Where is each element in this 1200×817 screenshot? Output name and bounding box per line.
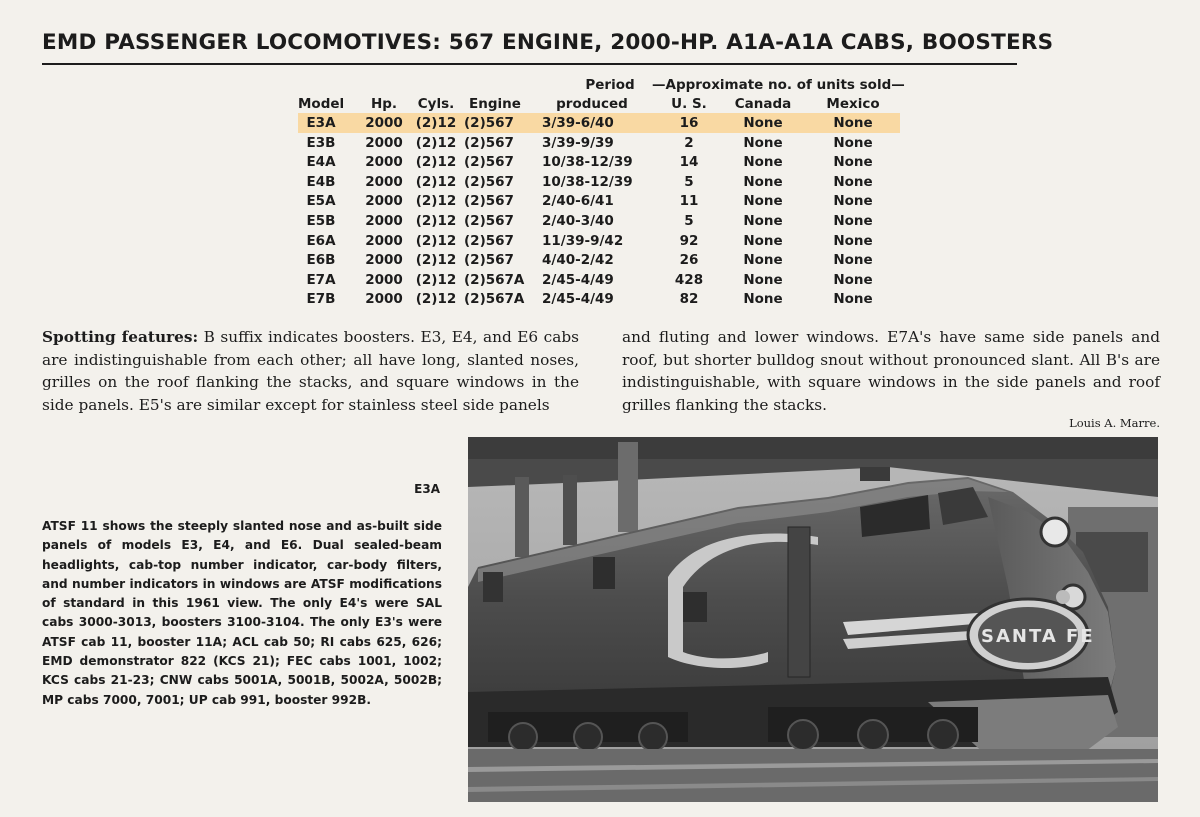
cell-us: 11 [679,193,699,210]
cell-hp: 2000 [365,252,403,269]
table-row [298,211,900,231]
cell-engine: (2)567 [464,252,514,269]
locomotive-table [298,113,900,309]
col-header-mexico: Mexico [826,96,880,112]
page-title: EMD PASSENGER LOCOMOTIVES: 567 ENGINE, 2000-HP. A1A-A1A CABS, BOOSTERS [42,30,1054,55]
cell-engine: (2)567A [464,291,525,308]
cell-us: 14 [679,154,699,171]
cell-model: E5B [306,212,336,229]
cell-canada: None [743,271,783,288]
units-sold-group-header: —Approximate no. of units sold— [652,77,905,93]
col-header-period-line2: produced [556,96,628,112]
cell-period: 3/39-9/39 [542,134,614,151]
spotting-features-label: Spotting features: [42,328,199,346]
cell-canada: None [743,291,783,308]
cell-engine: (2)567A [464,271,525,288]
locomotive-photo [468,437,1158,802]
cell-canada: None [743,134,783,151]
cell-engine: (2)567 [464,154,514,171]
cell-model: E4A [306,154,336,171]
cell-hp: 2000 [365,271,403,288]
cell-hp: 2000 [365,173,403,190]
cell-engine: (2)567 [464,134,514,151]
cell-us: 2 [684,134,694,151]
cell-cyls: (2)12 [415,193,457,210]
col-header-hp: Hp. [370,96,398,112]
cell-hp: 2000 [365,115,403,131]
cell-us: 16 [679,115,699,131]
cell-us: 5 [684,173,694,190]
cell-period: 3/39-6/40 [542,115,614,131]
cell-us: 92 [679,232,699,249]
cell-model: E3B [306,134,336,151]
cell-us: 5 [684,212,694,229]
cell-cyls: (2)12 [415,173,457,190]
cell-period: 2/40-6/41 [542,193,614,210]
cell-engine: (2)567 [464,212,514,229]
cell-canada: None [743,173,783,190]
cell-hp: 2000 [365,134,403,151]
cell-model: E5A [306,193,336,210]
cell-cyls: (2)12 [415,291,457,308]
cell-canada: None [743,212,783,229]
cell-cyls: (2)12 [415,252,457,269]
table-row [298,152,900,172]
cell-model: E7A [306,271,336,288]
cell-hp: 2000 [365,212,403,229]
cell-hp: 2000 [365,232,403,249]
table-row [298,113,900,133]
cell-model: E6A [306,232,336,249]
photo-caption: ATSF 11 shows the steeply slanted nose and as-built side panels of models E3, E4, and E6. Dual sealed-beam headlights, cab-top number indicator, car-body filters, and number indicators in windows are ATSF modifications of standard in this 1961 view. The only E4's were SAL cabs 3000-3013, boosters 3100-3104. The only E3's were ATSF cab 11, booster 11A; ACL cab 50; RI cabs 625, 626; EMD demonstrator 822 (KCS 21); FEC cabs 1001, 1002; KCS cabs 21-23; CNW cabs 5001A, 5001B, 5002A, 5002B; MP cabs 7000, 7001; UP cab 991, booster 992B. [42,519,442,707]
cell-engine: (2)567 [464,193,514,210]
cell-engine: (2)567 [464,232,514,249]
nose-lettering: SANTA FE [981,626,1095,647]
cell-cyls: (2)12 [415,232,457,249]
col-header-period-line1: Period [585,77,635,93]
cell-model: E4B [306,173,336,190]
cell-model: E6B [306,252,336,269]
col-header-cyls: Cyls. [417,96,455,112]
spotting-features-right: and fluting and lower windows. E7A's have same side panels and roof, but shorter bulldog snout without pronounced slant. All B's are indistinguishable, with square windows in the side panels and roof grilles flanking the stacks. [622,328,1160,414]
photo-model-label: E3A [414,482,440,496]
cell-cyls: (2)12 [415,271,457,288]
cell-canada: None [743,232,783,249]
col-header-model: Model [298,96,345,112]
cell-mexico: None [833,212,873,229]
cell-period: 2/45-4/49 [542,271,614,288]
locomotive-illustration [468,437,1158,802]
cell-hp: 2000 [365,291,403,308]
cell-mexico: None [833,154,873,171]
cell-model: E7B [306,291,336,308]
table-row [298,270,900,290]
spotting-features-left [42,326,579,416]
table-row [298,250,900,270]
cell-engine: (2)567 [464,173,514,190]
col-header-engine: Engine [469,96,521,112]
cell-hp: 2000 [365,154,403,171]
cell-cyls: (2)12 [415,134,457,151]
table-row [298,231,900,251]
cell-period: 10/38-12/39 [542,154,633,171]
cell-mexico: None [833,193,873,210]
cell-us: 26 [679,252,699,269]
cell-period: 2/40-3/40 [542,212,614,229]
cell-period: 10/38-12/39 [542,173,633,190]
cell-period: 4/40-2/42 [542,252,614,269]
table-row [298,172,900,192]
cell-mexico: None [833,271,873,288]
table-row [298,191,900,211]
cell-cyls: (2)12 [415,115,457,131]
cell-mexico: None [833,232,873,249]
cell-canada: None [743,154,783,171]
table-row [298,133,900,153]
table-row [298,289,900,309]
cell-period: 2/45-4/49 [542,291,614,308]
cell-hp: 2000 [365,193,403,210]
cell-canada: None [743,252,783,269]
cell-cyls: (2)12 [415,154,457,171]
cell-mexico: None [833,173,873,190]
cell-mexico: None [833,115,873,131]
cell-period: 11/39-9/42 [542,232,624,249]
title-rule [42,63,1017,65]
cell-us: 82 [679,291,699,308]
cell-mexico: None [833,291,873,308]
cell-canada: None [743,115,783,131]
photo-credit: Louis A. Marre. [1069,416,1160,430]
col-header-canada: Canada [734,96,792,112]
cell-engine: (2)567 [464,115,514,131]
cell-cyls: (2)12 [415,212,457,229]
cell-mexico: None [833,252,873,269]
spotting-features-left-text: B suffix indicates boosters. E3, E4, and E6 cabs are indistinguishable from each other; all have long, slanted noses, grilles on the roof flanking the stacks, and square windows in the side panels. E5's are similar except for stainless steel side panels [42,328,579,414]
cell-us: 428 [674,271,704,288]
cell-model: E3A [306,115,336,131]
cell-mexico: None [833,134,873,151]
cell-canada: None [743,193,783,210]
col-header-us: U. S. [671,96,707,112]
